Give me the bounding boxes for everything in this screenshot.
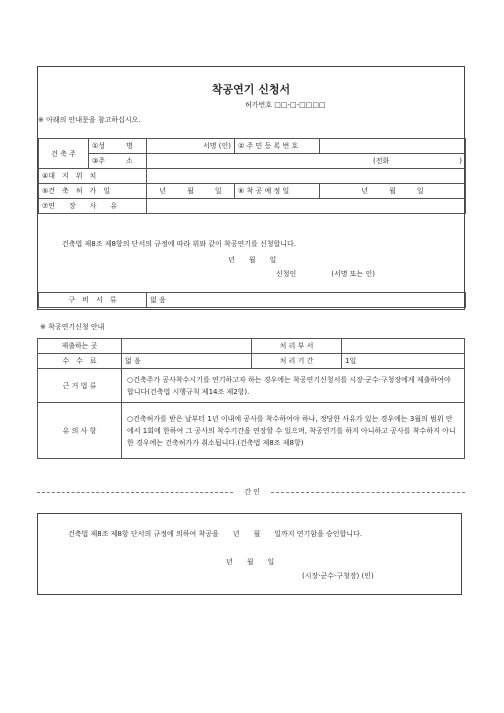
documents-label: 구 비 서 류 bbox=[39, 293, 147, 308]
basis-label: 근 거 법 류 bbox=[38, 369, 122, 403]
documents-value: 없 음 bbox=[147, 293, 466, 308]
period-label: 처 리 기 간 bbox=[252, 354, 342, 369]
approval-text: 건축법 제8조 제8항 단서의 규정에 의하여 착공을 년 월 일까지 연기함을 승인합니다. bbox=[68, 530, 363, 538]
signature-field[interactable]: 서명 (인) bbox=[147, 139, 235, 154]
separator-line-left bbox=[37, 492, 233, 493]
approval-signer: (시장·군수·구청장) (인) bbox=[302, 572, 374, 580]
submit-label: 제출하는 곳 bbox=[38, 339, 122, 354]
reason-label: ⑦연 장 사 유 bbox=[39, 199, 147, 214]
permit-number: 허가번호 □□-□-□□□□ bbox=[245, 101, 326, 109]
caution-label: 유 의 사 항 bbox=[38, 403, 122, 459]
submit-value bbox=[122, 339, 252, 354]
start-date-field[interactable]: 년 월 일 bbox=[320, 184, 466, 199]
approval-box bbox=[37, 513, 462, 595]
applicant-signature: 신청인 (서명 또는 인) bbox=[276, 270, 376, 278]
documents-row bbox=[38, 292, 466, 308]
dept-value bbox=[342, 339, 465, 354]
site-label: ④대 지 위 치 bbox=[39, 169, 147, 184]
form-note: ※ 아래의 안내문을 참고하십시오. bbox=[38, 116, 141, 124]
separator-line-right bbox=[271, 492, 465, 493]
applicant-table bbox=[38, 138, 466, 214]
resident-no-label: ② 주 민 등 록 번 호 bbox=[235, 139, 320, 154]
basis-text: ○건축주가 공사착수시기를 연기하고자 하는 경우에는 착공연기신청서를 시장·군수·구청장에게 제출하여야 합니다(건축법 시행규칙 제14조 제2항). bbox=[122, 369, 465, 403]
name-label: ①성 명 bbox=[89, 139, 147, 154]
fee-value: 없 음 bbox=[122, 354, 252, 369]
application-form bbox=[37, 66, 465, 310]
separator-label: 간 인 bbox=[244, 488, 260, 496]
resident-no-field[interactable] bbox=[320, 139, 466, 154]
permit-date-label: ⑤건 축 허 가 일 bbox=[39, 184, 147, 199]
applicant-label: 건 축 주 bbox=[39, 139, 89, 169]
guide-table bbox=[37, 338, 465, 459]
caution-text: ○건축허가를 받은 날부터 1년 이내에 공사를 착수하여야 하나, 정당한 사유가 있는 경우에는 3월의 범위 안에서 1회에 한하여 그 공사의 착수기간을 연장할 수 있으며, 착공연기를 하지 아니하고 공사를 착수하지 아니한 경우에는 건축허가가 취소됩니다.(건축법 제8조 제8항) bbox=[122, 403, 465, 459]
guide-title: ※ 착공연기신청 안내 bbox=[40, 323, 105, 331]
address-label: ③주 소 bbox=[89, 154, 147, 169]
reason-field[interactable] bbox=[147, 199, 466, 214]
approval-date: 년 월 일 bbox=[226, 558, 275, 566]
site-field[interactable] bbox=[147, 169, 466, 184]
fee-label: 수 수 료 bbox=[38, 354, 122, 369]
permit-date-field[interactable]: 년 월 일 bbox=[147, 184, 235, 199]
application-date: 년 월 일 bbox=[228, 256, 277, 264]
application-statement: 건축법 제8조 제8항의 단서의 규정에 따라 위와 같이 착공연기를 신청합니다. bbox=[62, 240, 297, 248]
start-date-label: ⑥ 착 공 예 정 일 bbox=[235, 184, 320, 199]
address-field[interactable]: (전화 ) bbox=[147, 154, 466, 169]
dept-label: 처 리 부 서 bbox=[252, 339, 342, 354]
form-title: 착공연기 신청서 bbox=[211, 83, 291, 96]
period-value: 1일 bbox=[342, 354, 465, 369]
